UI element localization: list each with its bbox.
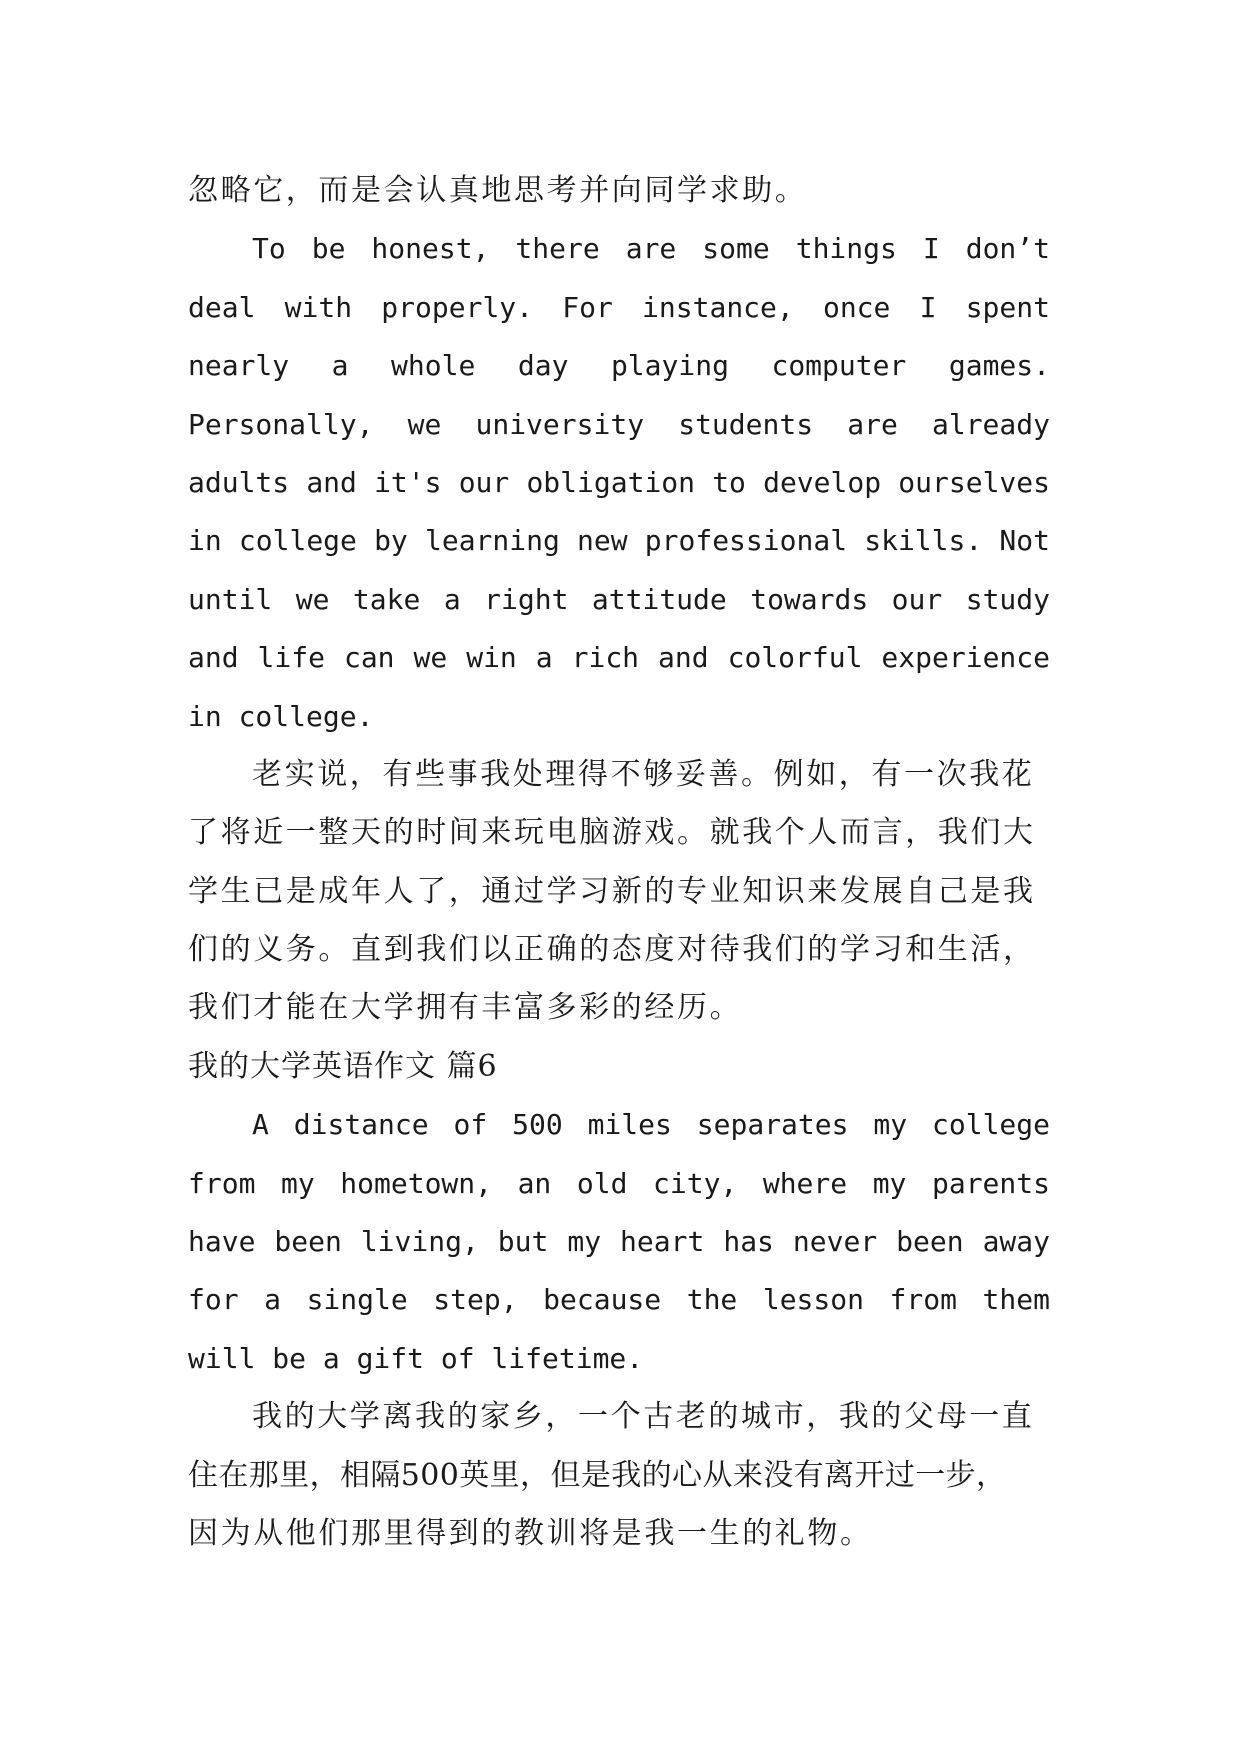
text-line: 学生已是成年人了，通过学习新的专业知识来发展自己是我 xyxy=(188,873,1036,909)
paragraph-en-2 xyxy=(188,1096,1050,1388)
text-line: from my hometown, an old city, where my parents xyxy=(188,1166,1050,1200)
text-line: A distance of 500 miles separates my college xyxy=(252,1108,1050,1142)
text-line: will be a gift of lifetime. xyxy=(188,1341,644,1375)
document-body xyxy=(188,162,1050,1563)
text-line: deal with properly. For instance, once I spent xyxy=(188,290,1050,324)
text-line: 们的义务。直到我们以正确的态度对待我们的学习和生活， xyxy=(188,932,1036,968)
section-heading: 我的大学英语作文 篇6 xyxy=(188,1048,498,1084)
text-line: and life can we win a rich and colorful experience xyxy=(188,641,1050,675)
text-line: 住在那里，相隔500英里，但是我的心从来没有离开过一步， xyxy=(188,1457,1007,1493)
text-line: nearly a whole day playing computer games. xyxy=(188,349,1050,383)
text-line: Personally, we university students are already xyxy=(188,407,1050,441)
text-line: To be honest, there are some things I don’t xyxy=(252,232,1050,266)
text-line: adults and it's our obligation to develop ourselves xyxy=(188,465,1050,499)
paragraph-cn-tail: 忽略它，而是会认真地思考并向同学求助。 xyxy=(188,173,808,208)
text-line: in college. xyxy=(188,699,374,733)
text-line: 因为从他们那里得到的教训将是我一生的礼物。 xyxy=(188,1515,873,1551)
text-line: 了将近一整天的时间来玩电脑游戏。就我个人而言，我们大 xyxy=(188,815,1036,851)
paragraph-cn-1 xyxy=(188,746,1050,1038)
text-line: until we take a right attitude towards our study xyxy=(188,582,1050,616)
text-line: 老实说，有些事我处理得不够妥善。例如，有一次我花 xyxy=(252,756,1035,792)
paragraph-en-1 xyxy=(188,220,1050,746)
text-line: 我们才能在大学拥有丰富多彩的经历。 xyxy=(188,990,743,1026)
text-line: have been living, but my heart has never been away xyxy=(188,1225,1050,1259)
text-line: 我的大学离我的家乡，一个古老的城市，我的父母一直 xyxy=(252,1399,1035,1435)
text-line: in college by learning new professional skills. Not xyxy=(188,524,1050,558)
paragraph-cn-2 xyxy=(188,1388,1050,1563)
text-line: for a single step, because the lesson from them xyxy=(188,1283,1050,1317)
